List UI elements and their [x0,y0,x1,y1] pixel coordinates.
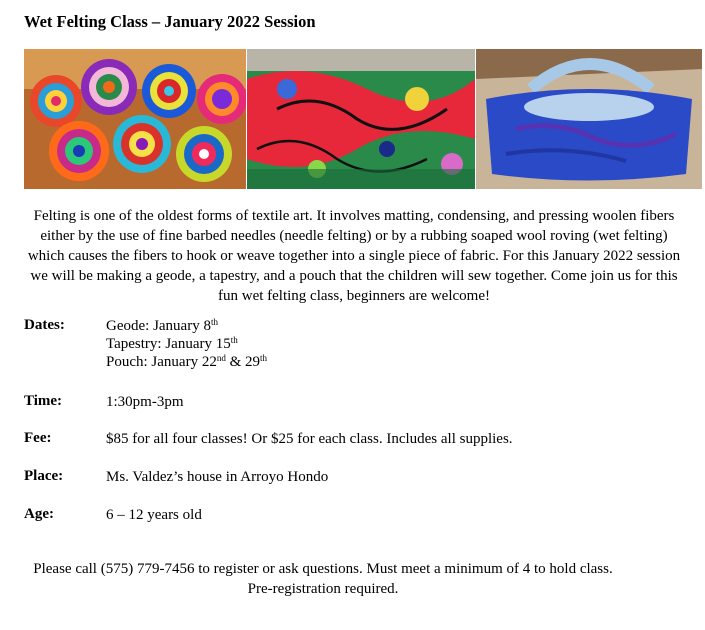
place-value: Ms. Valdez’s house in Arroyo Hondo [106,469,329,485]
dates-list [106,317,267,371]
page-title: Wet Felting Class – January 2022 Session [24,12,316,31]
age-label: Age: [24,506,54,522]
felted-geodes-photo [24,49,246,189]
date-geode: Geode: January 8th [106,317,218,334]
age-value: 6 – 12 years old [106,507,202,523]
fee-label: Fee: [24,430,52,446]
place-label: Place: [24,468,64,484]
date-pouch: Pouch: January 22nd & 29th [106,353,268,370]
time-value: 1:30pm-3pm [106,394,184,410]
felted-tapestry-photo [247,49,475,189]
time-label: Time: [24,393,63,409]
felted-pouch-photo [476,49,702,189]
intro-paragraph: Felting is one of the oldest forms of textile art. It involves matting, condensing, and pressing woolen fibers either by the use of fine barbed needles (needle felting) or by a rubbing soaped wool roving (wet felting) which causes the fibers to hook or weave together into a single piece of fabric. For this January 2022 session we will be making a geode, a tapestry, and a pouch that the children will sew together. Come join us for this fun wet felting class, beginners are welcome! [27,208,681,304]
footer-note: Please call (575) 779-7456 to register or ask questions. Must meet a minimum of 4 to hold class. Pre-registration required. [33,561,613,597]
fee-value: $85 for all four classes! Or $25 for each class. Includes all supplies. [106,431,513,447]
date-tapestry: Tapestry: January 15th [106,335,238,352]
dates-label: Dates: [24,317,65,333]
